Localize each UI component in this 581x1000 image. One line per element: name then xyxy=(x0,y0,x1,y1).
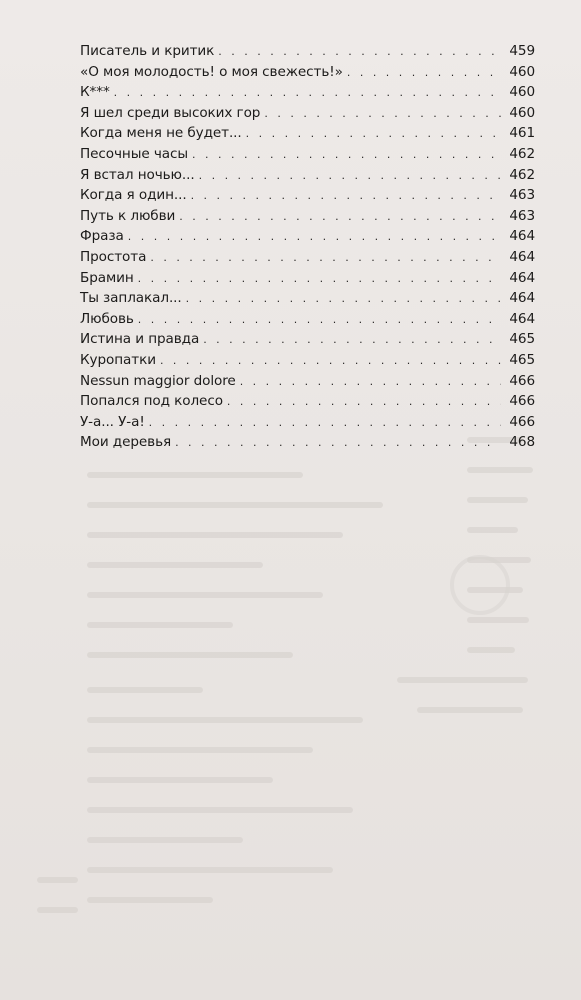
dot-leader xyxy=(138,313,501,326)
page-number: 462 xyxy=(509,145,535,162)
dot-leader xyxy=(347,66,501,79)
page-number: 460 xyxy=(509,63,535,80)
page-number: 462 xyxy=(509,166,535,183)
page-number: 464 xyxy=(509,248,535,265)
entry-title: «О моя молодость! о моя свежесть!» xyxy=(80,63,343,80)
page-number: 460 xyxy=(509,84,535,101)
page-number: 464 xyxy=(509,228,535,245)
toc-entry[interactable] xyxy=(80,249,535,270)
entry-title: Попался под колесо xyxy=(80,393,223,410)
toc-entry[interactable] xyxy=(80,125,535,146)
dot-leader xyxy=(138,272,501,285)
dot-leader xyxy=(192,148,501,161)
dot-leader xyxy=(240,375,501,388)
toc-entry[interactable] xyxy=(80,393,535,414)
page-number: 468 xyxy=(509,434,535,451)
page-number: 461 xyxy=(509,125,535,142)
entry-title: Путь к любви xyxy=(80,207,176,224)
dot-leader xyxy=(264,107,501,120)
toc-entry[interactable] xyxy=(80,167,535,188)
toc-entry[interactable] xyxy=(80,187,535,208)
page-number: 464 xyxy=(509,269,535,286)
dot-leader xyxy=(160,354,501,367)
dot-leader xyxy=(150,251,501,264)
dot-leader xyxy=(199,169,501,182)
toc-entry[interactable] xyxy=(80,270,535,291)
toc-entry[interactable] xyxy=(80,105,535,126)
dot-leader xyxy=(175,436,501,449)
toc-entry[interactable] xyxy=(80,84,535,105)
dot-leader xyxy=(149,416,501,429)
toc-entry[interactable] xyxy=(80,414,535,435)
page-number: 460 xyxy=(509,104,535,121)
entry-title: Мои деревья xyxy=(80,434,172,451)
entry-title: Брамин xyxy=(80,269,134,286)
dot-leader xyxy=(218,45,501,58)
dot-leader xyxy=(128,230,501,243)
entry-title: Любовь xyxy=(80,310,134,327)
entry-title: Простота xyxy=(80,248,147,265)
toc-entry[interactable] xyxy=(80,228,535,249)
toc-entry[interactable] xyxy=(80,311,535,332)
entry-title: Фраза xyxy=(80,228,124,245)
dot-leader xyxy=(203,333,501,346)
entry-title: Я шел среди высоких гор xyxy=(80,104,261,121)
entry-title: Nessun maggior dolore xyxy=(80,372,236,389)
toc-entry[interactable] xyxy=(80,373,535,394)
entry-title: Истина и правда xyxy=(80,331,200,348)
dot-leader xyxy=(191,189,501,202)
entry-title: У-а... У-а! xyxy=(80,413,145,430)
dot-leader xyxy=(227,395,501,408)
entry-title: Песочные часы xyxy=(80,145,188,162)
dot-leader xyxy=(246,127,501,140)
page-number: 463 xyxy=(509,187,535,204)
entry-title: К*** xyxy=(80,84,110,101)
page-number: 463 xyxy=(509,207,535,224)
page-number: 464 xyxy=(509,310,535,327)
page-number: 466 xyxy=(509,413,535,430)
toc-entry[interactable] xyxy=(80,434,535,455)
toc-entry[interactable] xyxy=(80,352,535,373)
dot-leader xyxy=(186,292,501,305)
table-of-contents xyxy=(80,43,535,455)
entry-title: Писатель и критик xyxy=(80,43,215,59)
toc-entry[interactable] xyxy=(80,146,535,167)
dot-leader xyxy=(179,210,501,223)
page-number: 466 xyxy=(509,372,535,389)
entry-title: Когда я один... xyxy=(80,187,187,204)
page-number: 459 xyxy=(509,43,535,59)
toc-entry[interactable] xyxy=(80,331,535,352)
toc-entry[interactable] xyxy=(80,208,535,229)
entry-title: Ты заплакал... xyxy=(80,290,182,307)
toc-entry[interactable] xyxy=(80,290,535,311)
page-number: 465 xyxy=(509,351,535,368)
entry-title: Куропатки xyxy=(80,351,156,368)
toc-entry[interactable] xyxy=(80,43,535,64)
page-number: 465 xyxy=(509,331,535,348)
dot-leader xyxy=(114,86,501,99)
page-number: 466 xyxy=(509,393,535,410)
toc-entry[interactable] xyxy=(80,64,535,85)
entry-title: Когда меня не будет... xyxy=(80,125,242,142)
entry-title: Я встал ночью... xyxy=(80,166,195,183)
page-number: 464 xyxy=(509,290,535,307)
